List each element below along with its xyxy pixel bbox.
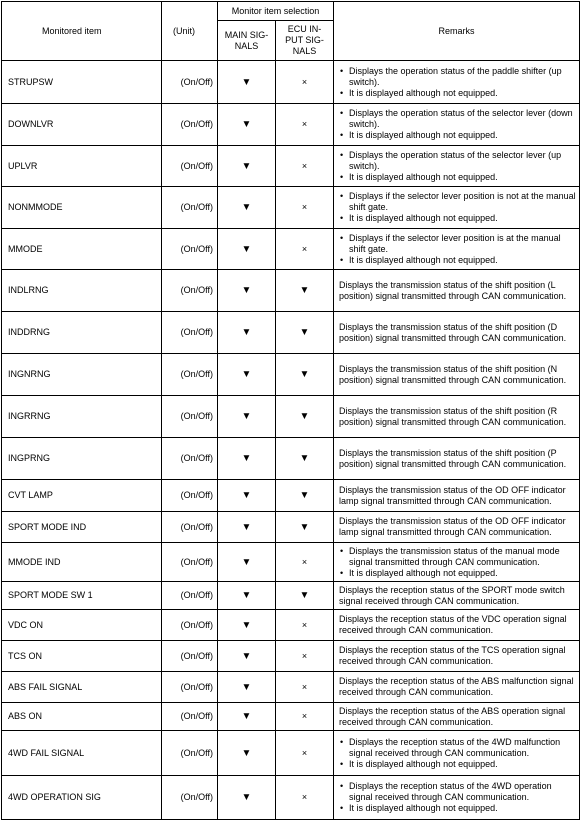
ecu-input-signals-mark: ▼ xyxy=(276,354,334,396)
remarks-list xyxy=(339,191,576,224)
remarks-bullet: • It is displayed although not equipped. xyxy=(339,255,576,266)
ecu-input-signals-mark: ▼ xyxy=(276,312,334,354)
remarks-cell xyxy=(334,641,580,672)
monitored-item-cell: INGPRNG xyxy=(2,438,162,480)
unit-cell: (On/Off) xyxy=(162,270,218,312)
header-remarks: Remarks xyxy=(334,2,580,61)
remarks-text: Displays the reception status of the ABS malfunction signal received through CAN communication. xyxy=(339,676,574,697)
main-signals-mark: ▼ xyxy=(218,776,276,820)
remarks-list xyxy=(339,108,576,141)
remarks-bullet: • Displays the transmission status of the manual mode signal transmitted through CAN communication. xyxy=(339,546,576,568)
main-signals-mark: ▼ xyxy=(218,543,276,582)
table-row xyxy=(2,776,580,820)
remarks-text: Displays the transmission status of the shift position (D position) signal transmitted through CAN communication. xyxy=(339,321,567,343)
main-signals-mark: ▼ xyxy=(218,270,276,312)
monitored-item-cell: CVT LAMP xyxy=(2,480,162,512)
unit-cell: (On/Off) xyxy=(162,543,218,582)
remarks-cell xyxy=(334,396,580,438)
main-signals-mark: ▼ xyxy=(218,703,276,731)
table-row xyxy=(2,703,580,731)
table-row xyxy=(2,582,580,610)
table-row xyxy=(2,146,580,187)
ecu-input-signals-mark: ▼ xyxy=(276,582,334,610)
table-row xyxy=(2,312,580,354)
unit-cell: (On/Off) xyxy=(162,354,218,396)
table-row xyxy=(2,61,580,104)
remarks-bullet: • Displays if the selector lever position is not at the manual shift gate. xyxy=(339,191,576,213)
ecu-input-signals-mark: ▼ xyxy=(276,396,334,438)
unit-cell: (On/Off) xyxy=(162,512,218,543)
header-main-signals: MAIN SIG- NALS xyxy=(218,21,276,61)
table-row xyxy=(2,512,580,543)
main-signals-mark: ▼ xyxy=(218,438,276,480)
remarks-list xyxy=(339,781,576,814)
remarks-cell xyxy=(334,512,580,543)
remarks-list xyxy=(339,737,576,770)
ecu-input-signals-mark: × xyxy=(276,610,334,641)
unit-cell: (On/Off) xyxy=(162,438,218,480)
remarks-cell xyxy=(334,776,580,820)
remarks-cell xyxy=(334,146,580,187)
ecu-input-signals-mark: × xyxy=(276,703,334,731)
ecu-input-signals-mark: × xyxy=(276,61,334,104)
unit-cell: (On/Off) xyxy=(162,396,218,438)
remarks-list xyxy=(339,150,576,183)
unit-cell: (On/Off) xyxy=(162,776,218,820)
main-signals-mark: ▼ xyxy=(218,512,276,543)
monitored-item-cell: TCS ON xyxy=(2,641,162,672)
ecu-input-signals-mark: × xyxy=(276,731,334,776)
ecu-input-signals-mark: × xyxy=(276,543,334,582)
main-signals-mark: ▼ xyxy=(218,641,276,672)
remarks-bullet: • It is displayed although not equipped. xyxy=(339,213,576,224)
remarks-text: Displays the transmission status of the OD OFF indicator lamp signal transmitted through CAN communication. xyxy=(339,516,566,537)
remarks-bullet: • It is displayed although not equipped. xyxy=(339,130,576,141)
unit-cell: (On/Off) xyxy=(162,229,218,270)
monitored-item-cell: SPORT MODE SW 1 xyxy=(2,582,162,610)
main-signals-mark: ▼ xyxy=(218,187,276,229)
ecu-input-signals-mark: ▼ xyxy=(276,480,334,512)
unit-cell: (On/Off) xyxy=(162,582,218,610)
unit-cell: (On/Off) xyxy=(162,480,218,512)
monitored-item-cell: 4WD FAIL SIGNAL xyxy=(2,731,162,776)
main-signals-mark: ▼ xyxy=(218,731,276,776)
remarks-bullet: • Displays the operation status of the selector lever (down switch). xyxy=(339,108,576,130)
table-row xyxy=(2,229,580,270)
unit-cell: (On/Off) xyxy=(162,672,218,703)
ecu-input-signals-mark: ▼ xyxy=(276,438,334,480)
ecu-input-signals-mark: × xyxy=(276,146,334,187)
remarks-text: Displays the reception status of the SPORT mode switch signal received through CAN communication. xyxy=(339,584,565,606)
unit-cell: (On/Off) xyxy=(162,610,218,641)
header-ecu-input-signals: ECU IN- PUT SIG- NALS xyxy=(276,21,334,61)
remarks-text: Displays the transmission status of the shift position (N position) signal transmitted through CAN communication. xyxy=(339,363,567,385)
main-signals-mark: ▼ xyxy=(218,229,276,270)
remarks-bullet: • It is displayed although not equipped. xyxy=(339,172,576,183)
remarks-bullet: • It is displayed although not equipped. xyxy=(339,803,576,814)
header-monitored-item: Monitored item xyxy=(2,2,162,61)
remarks-bullet: • Displays the operation status of the paddle shifter (up switch). xyxy=(339,66,576,88)
main-signals-mark: ▼ xyxy=(218,672,276,703)
table-row xyxy=(2,543,580,582)
unit-cell: (On/Off) xyxy=(162,187,218,229)
monitored-item-cell: VDC ON xyxy=(2,610,162,641)
remarks-cell xyxy=(334,480,580,512)
monitored-item-cell: MMODE IND xyxy=(2,543,162,582)
ecu-input-signals-mark: ▼ xyxy=(276,270,334,312)
ecu-input-signals-mark: × xyxy=(276,776,334,820)
monitored-item-cell: ABS ON xyxy=(2,703,162,731)
main-signals-mark: ▼ xyxy=(218,104,276,146)
table-row xyxy=(2,354,580,396)
unit-cell: (On/Off) xyxy=(162,703,218,731)
remarks-cell xyxy=(334,270,580,312)
table-row xyxy=(2,187,580,229)
monitored-item-cell: INGNRNG xyxy=(2,354,162,396)
remarks-bullet: • Displays the reception status of the 4WD malfunction signal received through CAN communication. xyxy=(339,737,576,759)
monitored-item-cell: INDLRNG xyxy=(2,270,162,312)
remarks-cell xyxy=(334,731,580,776)
remarks-cell xyxy=(334,312,580,354)
main-signals-mark: ▼ xyxy=(218,146,276,187)
table-row xyxy=(2,672,580,703)
remarks-text: Displays the reception status of the VDC operation signal received through CAN communication. xyxy=(339,614,567,635)
main-signals-mark: ▼ xyxy=(218,312,276,354)
ecu-input-signals-mark: × xyxy=(276,672,334,703)
unit-cell: (On/Off) xyxy=(162,641,218,672)
main-signals-mark: ▼ xyxy=(218,61,276,104)
monitored-item-cell: INDDRNG xyxy=(2,312,162,354)
remarks-bullet: • It is displayed although not equipped. xyxy=(339,88,576,99)
remarks-cell xyxy=(334,354,580,396)
remarks-list xyxy=(339,233,576,266)
ecu-input-signals-mark: × xyxy=(276,229,334,270)
ecu-input-signals-mark: × xyxy=(276,104,334,146)
remarks-text: Displays the reception status of the ABS operation signal received through CAN communication. xyxy=(339,705,566,727)
remarks-text: Displays the transmission status of the shift position (L position) signal transmitted through CAN communication. xyxy=(339,279,567,301)
monitored-item-cell: UPLVR xyxy=(2,146,162,187)
monitored-item-cell: INGRRNG xyxy=(2,396,162,438)
remarks-bullet: • Displays the reception status of the 4WD operation signal received through CAN communication. xyxy=(339,781,576,803)
remarks-cell xyxy=(334,582,580,610)
remarks-text: Displays the transmission status of the shift position (P position) signal transmitted through CAN communication. xyxy=(339,447,567,469)
remarks-cell xyxy=(334,543,580,582)
remarks-cell xyxy=(334,104,580,146)
unit-cell: (On/Off) xyxy=(162,61,218,104)
ecu-input-signals-mark: × xyxy=(276,641,334,672)
remarks-text: Displays the transmission status of the shift position (R position) signal transmitted through CAN communication. xyxy=(339,405,567,427)
unit-cell: (On/Off) xyxy=(162,146,218,187)
monitored-item-cell: 4WD OPERATION SIG xyxy=(2,776,162,820)
main-signals-mark: ▼ xyxy=(218,610,276,641)
remarks-bullet: • Displays if the selector lever position is at the manual shift gate. xyxy=(339,233,576,255)
remarks-cell xyxy=(334,703,580,731)
unit-cell: (On/Off) xyxy=(162,731,218,776)
remarks-cell xyxy=(334,672,580,703)
monitored-item-cell: STRUPSW xyxy=(2,61,162,104)
main-signals-mark: ▼ xyxy=(218,354,276,396)
remarks-cell xyxy=(334,61,580,104)
table-row xyxy=(2,641,580,672)
remarks-cell xyxy=(334,229,580,270)
remarks-cell xyxy=(334,438,580,480)
remarks-list xyxy=(339,66,576,99)
ecu-input-signals-mark: × xyxy=(276,187,334,229)
monitored-item-cell: MMODE xyxy=(2,229,162,270)
table-row xyxy=(2,396,580,438)
monitor-item-table xyxy=(1,1,580,820)
remarks-bullet: • It is displayed although not equipped. xyxy=(339,759,576,770)
table-row xyxy=(2,270,580,312)
main-signals-mark: ▼ xyxy=(218,480,276,512)
table-row xyxy=(2,104,580,146)
remarks-cell xyxy=(334,187,580,229)
table-row xyxy=(2,731,580,776)
unit-cell: (On/Off) xyxy=(162,312,218,354)
monitored-item-cell: SPORT MODE IND xyxy=(2,512,162,543)
table-row xyxy=(2,438,580,480)
monitored-item-cell: DOWNLVR xyxy=(2,104,162,146)
remarks-text: Displays the reception status of the TCS operation signal received through CAN communication. xyxy=(339,645,566,666)
monitored-item-cell: NONMMODE xyxy=(2,187,162,229)
ecu-input-signals-mark: ▼ xyxy=(276,512,334,543)
main-signals-mark: ▼ xyxy=(218,396,276,438)
table-row xyxy=(2,610,580,641)
header-monitor-item-selection: Monitor item selection xyxy=(218,2,334,21)
table-row xyxy=(2,480,580,512)
remarks-text: Displays the transmission status of the OD OFF indicator lamp signal transmitted through CAN communication. xyxy=(339,484,566,506)
remarks-list xyxy=(339,546,576,579)
monitored-item-cell: ABS FAIL SIGNAL xyxy=(2,672,162,703)
main-signals-mark: ▼ xyxy=(218,582,276,610)
remarks-bullet: • It is displayed although not equipped. xyxy=(339,568,576,579)
unit-cell: (On/Off) xyxy=(162,104,218,146)
remarks-cell xyxy=(334,610,580,641)
remarks-bullet: • Displays the operation status of the selector lever (up switch). xyxy=(339,150,576,172)
header-unit: (Unit) xyxy=(162,2,218,61)
